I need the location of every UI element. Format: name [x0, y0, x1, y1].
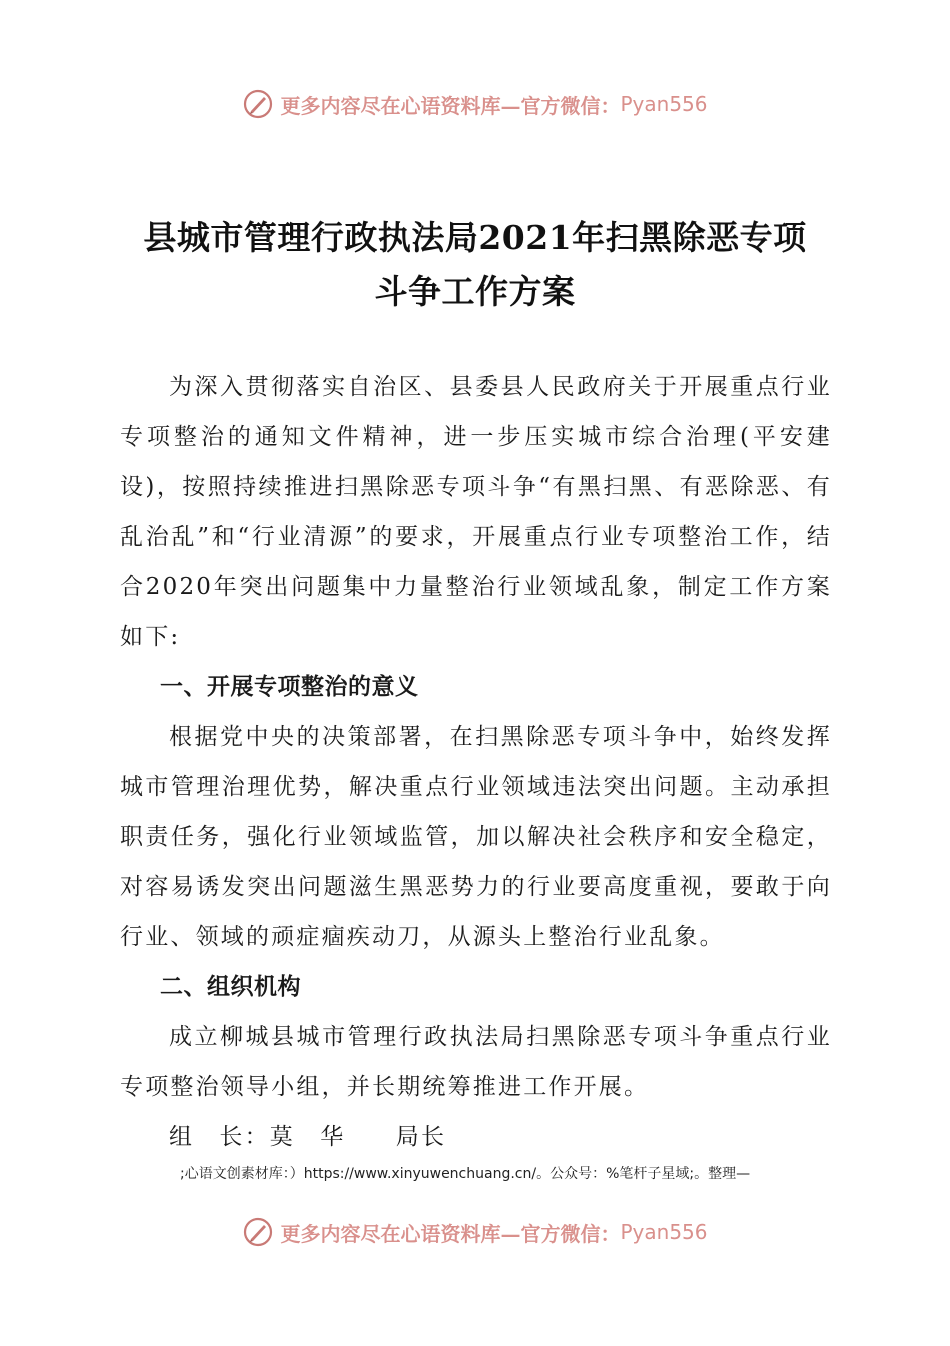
- watermark-text: 更多内容尽在心语资料库—官方微信：: [280, 93, 621, 118]
- source-footer-note: ;心语文创素材库：）https://www.xinyuwenchuang.cn/。公众号：%笔杆子星域;。整理—: [180, 1166, 751, 1182]
- leader-line: 组 长：莫 华 局长: [169, 1124, 447, 1150]
- section-2-paragraph: 成立柳城县城市管理行政执法局扫黑除恶专项斗争重点行业专项整治领导小组，并长期统筹推进工作开展。: [120, 1024, 832, 1100]
- document-title-line-1: 县城市管理行政执法局2021年扫黑除恶专项: [143, 218, 807, 257]
- watermark-top: [0, 84, 950, 124]
- section-2-heading: 二、组织机构: [160, 974, 301, 1000]
- document-title-line-2: 斗争工作方案: [374, 272, 576, 311]
- intro-paragraph: 为深入贯彻落实自治区、县委县人民政府关于开展重点行业专项整治的通知文件精神，进一步压实城市综合治理(平安建设)，按照持续推进扫黑除恶专项斗争“有黑扫黑、有恶除恶、有乱治乱”和“行业清源”的要求，开展重点行业专项整治工作，结合2020年突出问题集中力量整治行业领域乱象，制定工作方案如下:: [120, 374, 832, 650]
- watermark-wechat-id: Pyan556: [620, 1220, 708, 1244]
- watermark-wechat-id: Pyan556: [620, 92, 708, 116]
- pen-logo-icon: [242, 88, 274, 120]
- watermark-bottom: [0, 1212, 950, 1252]
- pen-logo-icon: [242, 1216, 274, 1248]
- section-1-paragraph: 根据党中央的决策部署，在扫黑除恶专项斗争中，始终发挥城市管理治理优势，解决重点行业领域违法突出问题。主动承担职责任务，强化行业领域监管，加以解决社会秩序和安全稳定，对容易诱发突出问题滋生黑恶势力的行业要高度重视，要敢于向行业、领域的顽症痼疾动刀，从源头上整治行业乱象。: [120, 724, 832, 950]
- watermark-text: 更多内容尽在心语资料库—官方微信：: [280, 1221, 621, 1246]
- section-1-heading: 一、开展专项整治的意义: [160, 674, 419, 700]
